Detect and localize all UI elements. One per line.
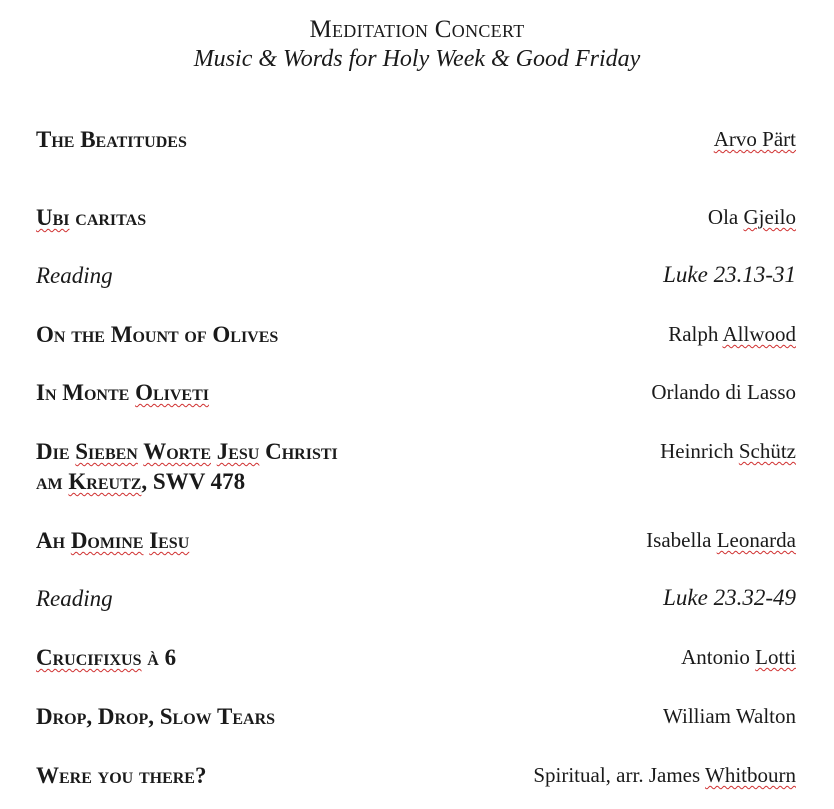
piece-title-part: In Monte	[36, 380, 136, 405]
program-item-beatitudes	[0, 125, 834, 157]
composer-part: Isabella	[646, 528, 717, 552]
piece-title	[36, 378, 209, 408]
piece-title	[36, 526, 189, 556]
piece-title-part: Jesu	[216, 439, 260, 464]
piece-title-part: am	[36, 469, 69, 494]
composer-name	[708, 203, 796, 231]
piece-title: The Beatitudes	[36, 127, 187, 152]
program-item-ah-domine-iesu	[0, 526, 834, 558]
composer-name	[714, 125, 796, 153]
piece-title: Reading	[36, 263, 113, 288]
piece-title-part: Ah	[36, 528, 71, 553]
scripture-reference: Luke 23.13-31	[663, 262, 796, 287]
page-title: Meditation Concert	[309, 16, 525, 43]
composer-text: Arvo Pärt	[713, 127, 796, 151]
piece-title-part: Crucifixus	[36, 645, 142, 670]
program-item-sieben-worte	[0, 437, 834, 501]
piece-title-part: Iesu	[149, 528, 190, 553]
piece-title-part: Kreutz	[68, 469, 142, 494]
composer-part: Schütz	[738, 439, 796, 463]
composer-name	[681, 643, 796, 671]
piece-title	[36, 203, 146, 233]
piece-title: On the Mount of Olives	[36, 322, 279, 347]
composer-part: Ola	[707, 205, 744, 229]
composer-part: Whitbourn	[705, 763, 796, 787]
composer-part: Gjeilo	[743, 205, 796, 229]
piece-title-part: , SWV 478	[141, 469, 246, 494]
program-item-ubi-caritas	[0, 203, 834, 235]
program-item-crucifixus	[0, 643, 834, 675]
piece-title: Reading	[36, 586, 113, 611]
composer-part: Lotti	[755, 645, 796, 669]
piece-title-part: Domine	[70, 528, 144, 553]
piece-title-part: Oliveti	[135, 380, 209, 405]
page-subtitle: Music & Words for Holy Week & Good Friday	[193, 46, 641, 72]
composer-name: William Walton	[663, 704, 796, 728]
composer-part: Ralph	[668, 322, 723, 346]
piece-title-part: caritas	[69, 205, 147, 230]
piece-title: Drop, Drop, Slow Tears	[36, 704, 276, 729]
program-item-were-you-there	[0, 761, 834, 793]
piece-title	[36, 437, 338, 497]
piece-title-part: Ubi	[36, 205, 70, 230]
composer-name: Orlando di Lasso	[651, 380, 796, 404]
composer-name	[533, 761, 796, 789]
piece-title-part: à 6	[141, 645, 177, 670]
piece-title: Were you there?	[36, 763, 207, 788]
composer-part: Antonio	[681, 645, 756, 669]
composer-name	[660, 437, 796, 465]
composer-name	[668, 320, 796, 348]
scripture-reference: Luke 23.32-49	[663, 585, 796, 610]
composer-part: Allwood	[722, 322, 796, 346]
composer-part: Leonarda	[716, 528, 796, 552]
piece-title-part: Christi	[259, 439, 338, 464]
program-item-reading-1	[0, 261, 834, 293]
composer-part: Spiritual, arr. James	[533, 763, 706, 787]
piece-title-part: Worte	[143, 439, 211, 464]
piece-title-part: Die	[36, 439, 76, 464]
program-item-in-monte-oliveti	[0, 378, 834, 410]
piece-title-part: Sieben	[75, 439, 138, 464]
composer-name	[646, 526, 796, 554]
program-item-mount-of-olives	[0, 320, 834, 352]
piece-title	[36, 643, 176, 673]
composer-part: Heinrich	[660, 439, 739, 463]
program-item-drop-drop	[0, 702, 834, 734]
program-item-reading-2	[0, 584, 834, 616]
